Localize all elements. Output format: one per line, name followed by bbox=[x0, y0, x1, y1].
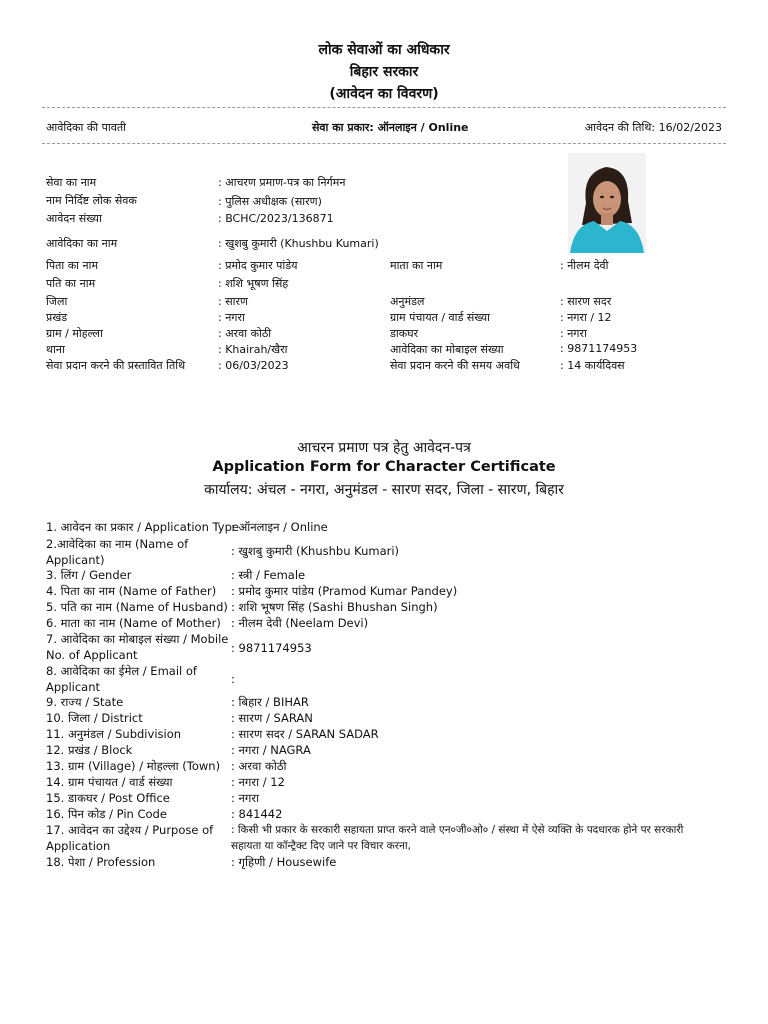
form-label-subdivision: 11. अनुमंडल / Subdivision bbox=[46, 727, 182, 741]
subdivision-label: अनुमंडल bbox=[390, 295, 425, 308]
form-label-village: 13. ग्राम (Village) / मोहल्ला (Town) bbox=[46, 759, 221, 773]
mobile-value: : 9871174953 bbox=[560, 342, 638, 355]
block-label: प्रखंड bbox=[46, 311, 68, 324]
block-value: : नगरा bbox=[218, 311, 245, 324]
service-type bbox=[312, 120, 469, 135]
form-value-applicant-name: : खुशबु कुमारी (Khushbu Kumari) bbox=[231, 544, 400, 558]
service-name-value: : आचरण प्रमाण-पत्र का निर्गमन bbox=[218, 176, 346, 189]
form-value-purpose-cont: सहायता या कॉन्ट्रैक्ट दिए जाने पर विचार करना, bbox=[231, 840, 411, 852]
form-label-pin-code: 16. पिन कोड / Pin Code bbox=[46, 807, 167, 821]
service-type-label: सेवा का प्रकार: ऑनलाइन bbox=[312, 121, 417, 134]
form-label-father: 4. पिता का नाम (Name of Father) bbox=[46, 584, 217, 598]
delivery-period-value: : 14 कार्यदिवस bbox=[560, 359, 625, 372]
form-value-application-type: : ऑनलाइन / Online bbox=[231, 520, 328, 534]
form-label-gender: 3. लिंग / Gender bbox=[46, 568, 132, 582]
applicant-name-value: : खुशबु कुमारी (Khushbu Kumari) bbox=[218, 237, 379, 250]
officer-label: नाम निर्दिष्ट लोक सेवक bbox=[46, 194, 137, 207]
thana-label: थाना bbox=[46, 343, 65, 356]
form-value-post-office: : नगरा bbox=[231, 791, 260, 805]
proposed-date-value: : 06/03/2023 bbox=[218, 359, 289, 372]
mother-name-value: : नीलम देवी bbox=[560, 259, 609, 272]
form-value-profession: : गृहिणी / Housewife bbox=[231, 855, 337, 869]
header-government: बिहार सरकार bbox=[349, 64, 419, 80]
applicant-name-label: आवेदिका का नाम bbox=[46, 237, 118, 250]
application-number-value: : BCHC/2023/136871 bbox=[218, 212, 334, 225]
application-number-label: आवेदन संख्या bbox=[46, 212, 102, 225]
form-value-subdivision: : सारण सदर / SARAN SADAR bbox=[231, 727, 379, 741]
village-label: ग्राम / मोहल्ला bbox=[46, 327, 103, 340]
father-name-label: पिता का नाम bbox=[46, 259, 99, 272]
header-title: लोक सेवाओं का अधिकार bbox=[318, 42, 450, 58]
panchayat-value: : नगरा / 12 bbox=[560, 311, 612, 324]
form-value-village: : अरवा कोठी bbox=[231, 759, 287, 773]
delivery-period-label: सेवा प्रदान करने की समय अवधि bbox=[390, 359, 520, 372]
service-type-value: Online bbox=[428, 121, 469, 134]
form-label-mother: 6. माता का नाम (Name of Mother) bbox=[46, 616, 221, 630]
husband-name-value: : शशि भूषण सिंह bbox=[218, 277, 289, 290]
form-label-block: 12. प्रखंड / Block bbox=[46, 743, 133, 757]
thana-value: : Khairah/खैरा bbox=[218, 343, 288, 356]
form-label-district: 10. जिला / District bbox=[46, 711, 143, 725]
form-label-post-office: 15. डाकघर / Post Office bbox=[46, 791, 170, 805]
form-label-email: 8. आवेदिका का ईमेल / Email of bbox=[46, 664, 197, 678]
divider-top bbox=[42, 107, 726, 108]
form-label-purpose: 17. आवेदन का उद्देश्य / Purpose of bbox=[46, 823, 214, 837]
form-label-husband: 5. पति का नाम (Name of Husband) bbox=[46, 600, 228, 614]
form-value-block: : नगरा / NAGRA bbox=[231, 743, 311, 757]
form-value-father: : प्रमोद कुमार पांडेय (Pramod Kumar Pandey) bbox=[231, 584, 458, 598]
husband-name-label: पति का नाम bbox=[46, 277, 96, 290]
form-title-hindi: आचरन प्रमाण पत्र हेतु आवेदन-पत्र bbox=[297, 440, 471, 456]
form-value-email: : bbox=[231, 672, 235, 686]
form-label-application-type: 1. आवेदन का प्रकार / Application Type bbox=[46, 520, 239, 534]
village-value: : अरवा कोठी bbox=[218, 327, 272, 340]
applicant-photo bbox=[568, 153, 646, 253]
officer-value: : पुलिस अधीक्षक (सारण) bbox=[218, 195, 322, 208]
form-label-purpose-cont: Application bbox=[46, 839, 111, 853]
mobile-label: आवेदिका का मोबाइल संख्या bbox=[390, 343, 504, 356]
form-label-applicant-name: 2.आवेदिका का नाम (Name of bbox=[46, 537, 189, 551]
form-value-husband: : शशि भूषण सिंह (Sashi Bhushan Singh) bbox=[231, 600, 438, 614]
divider-bottom bbox=[42, 143, 726, 144]
form-value-state: : बिहार / BIHAR bbox=[231, 695, 309, 709]
district-value: : सारण bbox=[218, 295, 248, 308]
proposed-date-label: सेवा प्रदान करने की प्रस्तावित तिथि bbox=[46, 359, 186, 372]
form-label-panchayat: 14. ग्राम पंचायत / वार्ड संख्या bbox=[46, 775, 173, 789]
form-value-panchayat: : नगरा / 12 bbox=[231, 775, 285, 789]
form-label-email-cont: Applicant bbox=[46, 680, 101, 694]
service-name-label: सेवा का नाम bbox=[46, 176, 97, 189]
form-value-gender: : स्त्री / Female bbox=[231, 568, 306, 582]
service-type-separator: / bbox=[416, 121, 429, 134]
form-label-state: 9. राज्य / State bbox=[46, 695, 124, 709]
form-value-mobile: : 9871174953 bbox=[231, 641, 312, 655]
header-subtitle: (आवेदन का विवरण) bbox=[329, 86, 439, 102]
form-office: कार्यालय: अंचल - नगरा, अनुमंडल - सारण सदर, जिला - सारण, बिहार bbox=[204, 482, 564, 498]
form-label-mobile-cont: No. of Applicant bbox=[46, 648, 138, 662]
form-label-mobile: 7. आवेदिका का मोबाइल संख्या / Mobile bbox=[46, 632, 229, 646]
form-value-district: : सारण / SARAN bbox=[231, 711, 313, 725]
panchayat-label: ग्राम पंचायत / वार्ड संख्या bbox=[390, 311, 491, 324]
district-label: जिला bbox=[46, 295, 68, 308]
form-value-purpose: : किसी भी प्रकार के सरकारी सहायता प्राप्त करने वाले एन०जी०ओ० / संस्था में ऐसे व्यक्ति के पदधारक होने पर सरकारी bbox=[231, 824, 684, 836]
post-office-label: डाकघर bbox=[390, 327, 419, 340]
form-value-pin-code: : 841442 bbox=[231, 807, 283, 821]
form-value-mother: : नीलम देवी (Neelam Devi) bbox=[231, 616, 369, 630]
mother-name-label: माता का नाम bbox=[390, 259, 443, 272]
form-title-english: Application Form for Character Certificate bbox=[212, 459, 556, 475]
receipt-label: आवेदिका की पावती bbox=[46, 121, 126, 134]
post-office-value: : नगरा bbox=[560, 327, 587, 340]
application-date: आवेदन की तिथि: 16/02/2023 bbox=[584, 121, 722, 134]
form-label-applicant-name-cont: Applicant) bbox=[46, 553, 105, 567]
father-name-value: : प्रमोद कुमार पांडेय bbox=[218, 259, 298, 272]
subdivision-value: : सारण सदर bbox=[560, 295, 612, 308]
form-label-profession: 18. पेशा / Profession bbox=[46, 855, 156, 869]
